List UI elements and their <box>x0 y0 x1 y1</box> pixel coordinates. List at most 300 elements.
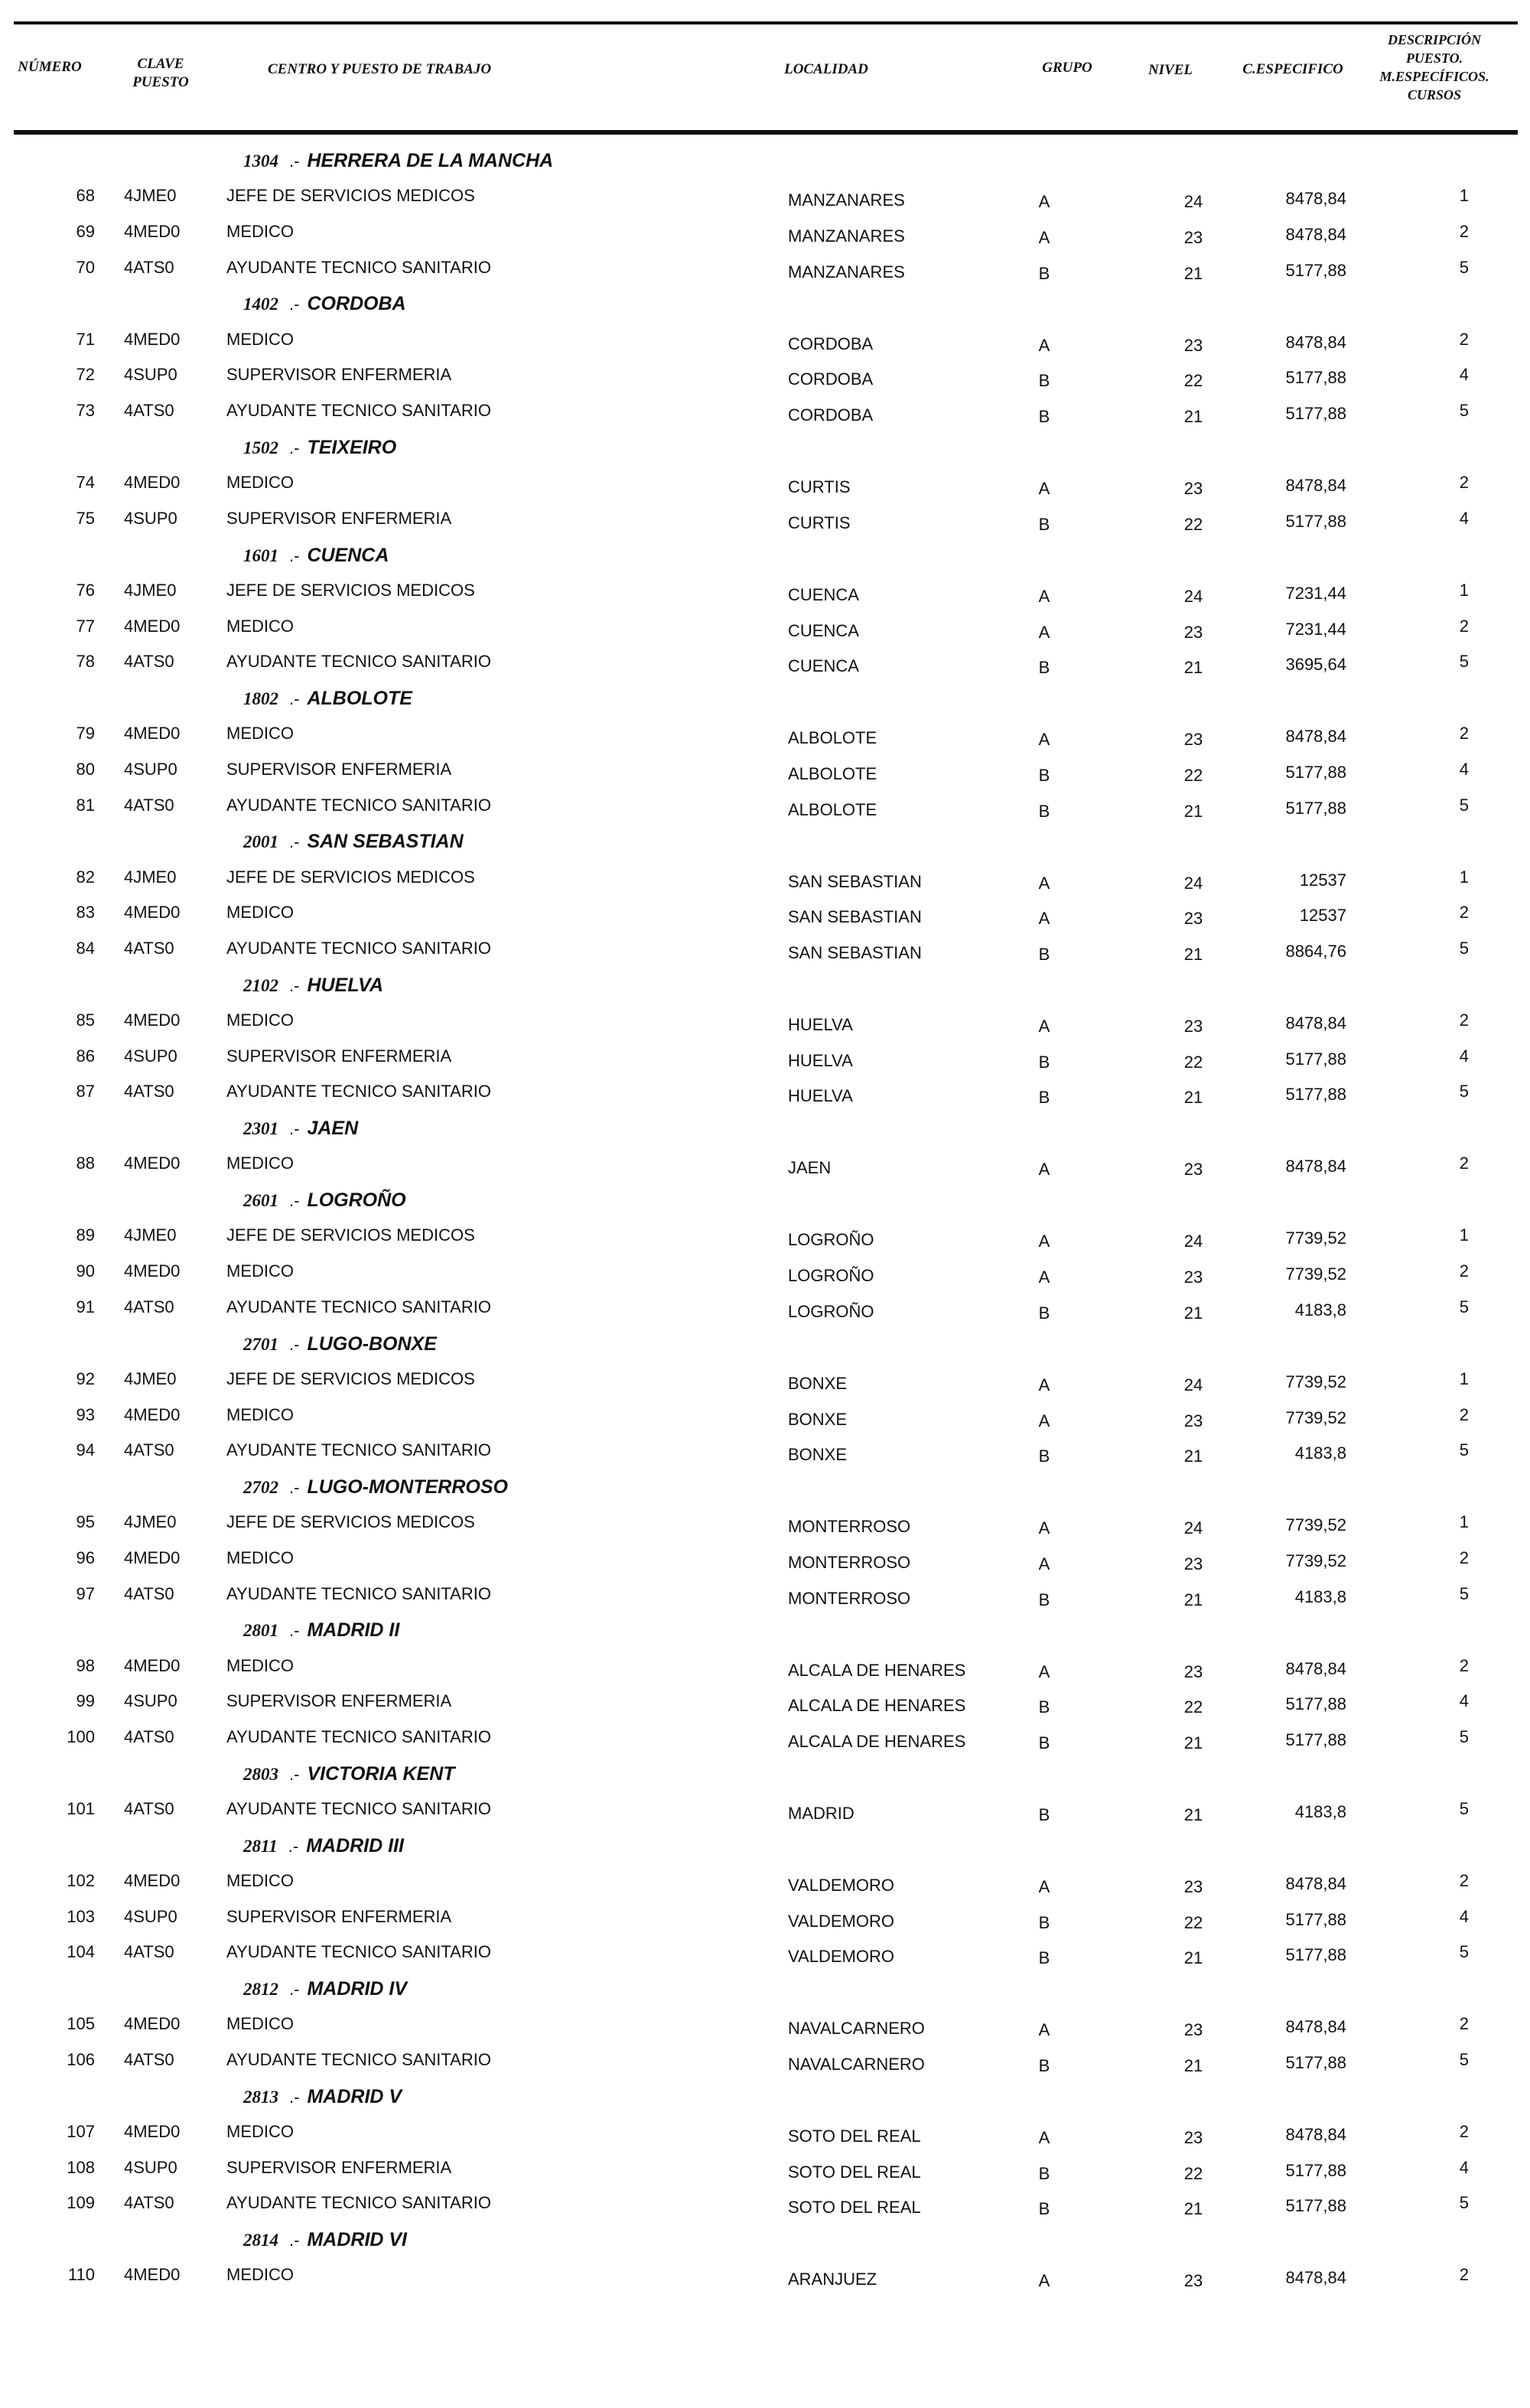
table-row <box>0 365 1530 400</box>
row-descripcion: 1 <box>1459 581 1469 600</box>
row-c-especifico: 5177,88 <box>1285 1945 1346 1964</box>
row-numero: 80 <box>76 760 95 779</box>
row-grupo: B <box>1038 802 1050 821</box>
row-localidad: MANZANARES <box>788 226 905 246</box>
row-clave: 4MED0 <box>124 1154 181 1173</box>
row-clave: 4MED0 <box>124 1871 181 1890</box>
row-numero: 108 <box>67 2158 95 2177</box>
row-c-especifico: 5177,88 <box>1285 261 1346 280</box>
row-grupo: A <box>1038 587 1050 606</box>
row-nivel: 21 <box>1183 1590 1203 1609</box>
row-puesto: JEFE DE SERVICIOS MEDICOS <box>226 581 475 600</box>
row-clave: 4ATS0 <box>124 1799 174 1818</box>
row-grupo: B <box>1038 1088 1050 1107</box>
row-puesto: SUPERVISOR ENFERMERIA <box>226 365 452 384</box>
row-numero: 93 <box>76 1405 95 1424</box>
row-c-especifico: 8864,76 <box>1285 942 1346 961</box>
row-numero: 102 <box>67 1871 95 1890</box>
row-descripcion: 1 <box>1459 1512 1469 1531</box>
row-numero: 97 <box>76 1584 95 1603</box>
table-row <box>0 760 1530 795</box>
row-numero: 69 <box>76 222 95 241</box>
row-descripcion: 5 <box>1459 258 1469 277</box>
row-puesto: AYUDANTE TECNICO SANITARIO <box>226 939 491 958</box>
center-separator: .- <box>289 976 300 995</box>
row-clave: 4SUP0 <box>124 2158 177 2177</box>
row-grupo: A <box>1038 874 1050 893</box>
row-numero: 78 <box>76 652 95 671</box>
row-puesto: JEFE DE SERVICIOS MEDICOS <box>226 186 475 205</box>
row-numero: 91 <box>76 1297 95 1316</box>
row-grupo: B <box>1038 264 1050 283</box>
row-descripcion: 5 <box>1459 652 1469 671</box>
row-nivel: 22 <box>1183 2164 1203 2183</box>
row-c-especifico: 7739,52 <box>1285 1408 1346 1427</box>
row-nivel: 24 <box>1183 1375 1203 1394</box>
row-puesto: AYUDANTE TECNICO SANITARIO <box>226 258 491 277</box>
row-nivel: 23 <box>1183 623 1203 642</box>
row-descripcion: 1 <box>1459 186 1469 205</box>
row-clave: 4ATS0 <box>124 652 174 671</box>
row-numero: 71 <box>76 330 95 349</box>
row-puesto: AYUDANTE TECNICO SANITARIO <box>226 652 491 671</box>
row-nivel: 23 <box>1183 1267 1203 1287</box>
row-c-especifico: 5177,88 <box>1285 404 1346 423</box>
row-nivel: 21 <box>1183 802 1203 821</box>
center-heading <box>243 2229 407 2260</box>
center-name: ALBOLOTE <box>307 688 412 709</box>
table-row <box>0 652 1530 687</box>
row-grupo: A <box>1038 336 1050 355</box>
row-nivel: 21 <box>1183 1303 1203 1323</box>
row-clave: 4ATS0 <box>124 2193 174 2212</box>
row-nivel: 22 <box>1183 1053 1203 1072</box>
row-numero: 100 <box>67 1727 95 1746</box>
center-separator: .- <box>289 1621 300 1640</box>
table-row <box>0 473 1530 508</box>
center-heading <box>243 1763 455 1794</box>
table-row <box>0 2122 1530 2157</box>
row-numero: 94 <box>76 1440 95 1459</box>
center-code: 2813 <box>243 2087 278 2107</box>
row-numero: 79 <box>76 724 95 743</box>
row-puesto: AYUDANTE TECNICO SANITARIO <box>226 2193 491 2212</box>
center-name: MADRID V <box>307 2086 402 2107</box>
table-row <box>0 509 1530 544</box>
table-row <box>0 724 1530 759</box>
table-row <box>0 1405 1530 1440</box>
center-code: 2702 <box>243 1478 278 1497</box>
table-row <box>0 939 1530 974</box>
row-numero: 85 <box>76 1010 95 1030</box>
row-numero: 77 <box>76 617 95 636</box>
center-code: 2812 <box>243 1980 278 1999</box>
center-separator: .- <box>289 438 300 457</box>
center-code: 2601 <box>243 1191 278 1210</box>
row-grupo: A <box>1038 192 1050 211</box>
row-clave: 4MED0 <box>124 222 181 241</box>
row-nivel: 23 <box>1183 2128 1203 2147</box>
row-puesto: MEDICO <box>226 2122 294 2141</box>
row-nivel: 22 <box>1183 515 1203 534</box>
row-puesto: AYUDANTE TECNICO SANITARIO <box>226 796 491 815</box>
row-clave: 4ATS0 <box>124 1297 174 1316</box>
row-descripcion: 2 <box>1459 473 1469 492</box>
row-puesto: AYUDANTE TECNICO SANITARIO <box>226 1799 491 1818</box>
row-puesto: AYUDANTE TECNICO SANITARIO <box>226 2050 491 2069</box>
row-grupo: B <box>1038 407 1050 426</box>
row-localidad: LOGROÑO <box>788 1302 874 1321</box>
row-localidad: ALCALA DE HENARES <box>788 1732 966 1751</box>
row-c-especifico: 5177,88 <box>1285 2053 1346 2072</box>
row-clave: 4SUP0 <box>124 1907 177 1926</box>
row-puesto: MEDICO <box>226 903 294 922</box>
row-numero: 110 <box>67 2265 95 2284</box>
row-descripcion: 5 <box>1459 1297 1469 1316</box>
row-descripcion: 4 <box>1459 365 1469 384</box>
row-descripcion: 2 <box>1459 1548 1469 1567</box>
row-grupo: A <box>1038 730 1050 749</box>
row-nivel: 21 <box>1183 1446 1203 1466</box>
row-numero: 89 <box>76 1225 95 1245</box>
row-nivel: 24 <box>1183 1232 1203 1251</box>
center-separator: .- <box>289 2087 300 2107</box>
row-nivel: 21 <box>1183 658 1203 677</box>
row-puesto: MEDICO <box>226 330 294 349</box>
row-descripcion: 2 <box>1459 1010 1469 1030</box>
row-clave: 4ATS0 <box>124 1727 174 1746</box>
row-grupo: B <box>1038 945 1050 964</box>
center-heading <box>243 1333 437 1364</box>
row-grupo: B <box>1038 1590 1050 1609</box>
row-clave: 4ATS0 <box>124 258 174 277</box>
row-numero: 73 <box>76 401 95 420</box>
row-nivel: 23 <box>1183 730 1203 749</box>
row-nivel: 24 <box>1183 587 1203 606</box>
header-numero: NÚMERO <box>18 59 82 75</box>
row-clave: 4SUP0 <box>124 509 177 528</box>
row-nivel: 23 <box>1183 1877 1203 1896</box>
row-c-especifico: 5177,88 <box>1285 1910 1346 1929</box>
row-localidad: HUELVA <box>788 1051 853 1070</box>
row-grupo: B <box>1038 1053 1050 1072</box>
row-puesto: MEDICO <box>226 473 294 492</box>
row-descripcion: 2 <box>1459 2014 1469 2033</box>
row-c-especifico: 8478,84 <box>1285 1157 1346 1176</box>
row-c-especifico: 5177,88 <box>1285 799 1346 818</box>
row-descripcion: 5 <box>1459 1942 1469 1961</box>
row-clave: 4MED0 <box>124 330 181 349</box>
center-heading <box>243 1619 399 1650</box>
center-code: 1304 <box>243 151 278 171</box>
row-nivel: 21 <box>1183 2199 1203 2218</box>
row-numero: 103 <box>67 1907 95 1926</box>
row-numero: 81 <box>76 796 95 815</box>
table-row <box>0 1082 1530 1117</box>
row-localidad: ARANJUEZ <box>788 2270 877 2289</box>
row-descripcion: 4 <box>1459 1691 1469 1710</box>
row-c-especifico: 4183,8 <box>1294 1802 1346 1821</box>
row-nivel: 22 <box>1183 371 1203 390</box>
row-descripcion: 4 <box>1459 1907 1469 1926</box>
row-puesto: MEDICO <box>226 2265 294 2284</box>
center-name: CUENCA <box>307 545 389 566</box>
row-clave: 4JME0 <box>124 1225 177 1245</box>
row-c-especifico: 5177,88 <box>1285 1730 1346 1749</box>
row-localidad: MADRID <box>788 1804 855 1823</box>
row-puesto: AYUDANTE TECNICO SANITARIO <box>226 401 491 420</box>
row-puesto: MEDICO <box>226 1154 294 1173</box>
row-puesto: AYUDANTE TECNICO SANITARIO <box>226 1440 491 1459</box>
row-puesto: AYUDANTE TECNICO SANITARIO <box>226 1942 491 1961</box>
row-c-especifico: 7739,52 <box>1285 1551 1346 1570</box>
row-clave: 4ATS0 <box>124 1584 174 1603</box>
row-clave: 4MED0 <box>124 1405 181 1424</box>
row-numero: 105 <box>67 2014 95 2033</box>
row-nivel: 21 <box>1183 1733 1203 1752</box>
row-puesto: JEFE DE SERVICIOS MEDICOS <box>226 867 475 887</box>
center-separator: .- <box>289 1119 300 1138</box>
center-separator: .- <box>289 1765 300 1784</box>
center-name: CORDOBA <box>307 293 406 314</box>
row-puesto: MEDICO <box>226 1871 294 1890</box>
row-descripcion: 5 <box>1459 796 1469 815</box>
table-row <box>0 1297 1530 1333</box>
header-clave-puesto: CLAVE PUESTO <box>132 56 189 90</box>
row-localidad: SOTO DEL REAL <box>788 2198 921 2217</box>
row-numero: 92 <box>76 1369 95 1388</box>
row-grupo: B <box>1038 766 1050 785</box>
row-localidad: LOGROÑO <box>788 1266 874 1285</box>
center-name: LUGO-MONTERROSO <box>307 1476 508 1498</box>
row-clave: 4ATS0 <box>124 401 174 420</box>
row-grupo: A <box>1038 2128 1050 2147</box>
row-puesto: MEDICO <box>226 617 294 636</box>
row-localidad: CORDOBA <box>788 405 874 425</box>
row-nivel: 22 <box>1183 1913 1203 1932</box>
row-nivel: 22 <box>1183 1697 1203 1717</box>
center-name: MADRID III <box>306 1835 404 1856</box>
center-heading <box>243 437 396 467</box>
row-grupo: A <box>1038 623 1050 642</box>
table-row <box>0 1656 1530 1691</box>
center-separator: .- <box>289 2231 300 2250</box>
row-localidad: ALCALA DE HENARES <box>788 1696 966 1715</box>
center-name: SAN SEBASTIAN <box>307 831 464 852</box>
row-clave: 4MED0 <box>124 1010 181 1030</box>
row-localidad: CURTIS <box>788 513 851 532</box>
row-localidad: SAN SEBASTIAN <box>788 943 922 962</box>
center-heading <box>243 1978 407 2009</box>
center-heading <box>243 1476 508 1507</box>
row-descripcion: 2 <box>1459 1405 1469 1424</box>
row-puesto: MEDICO <box>226 1656 294 1675</box>
row-c-especifico: 8478,84 <box>1285 2017 1346 2036</box>
center-separator: .- <box>288 1837 299 1856</box>
row-c-especifico: 4183,8 <box>1294 1300 1346 1320</box>
center-heading <box>243 831 464 861</box>
table-row <box>0 1225 1530 1261</box>
row-clave: 4ATS0 <box>124 1440 174 1459</box>
row-c-especifico: 3695,64 <box>1285 655 1346 674</box>
row-grupo: B <box>1038 658 1050 677</box>
row-clave: 4MED0 <box>124 617 181 636</box>
center-name: MADRID II <box>307 1619 400 1641</box>
row-descripcion: 5 <box>1459 2050 1469 2069</box>
row-clave: 4ATS0 <box>124 1082 174 1101</box>
row-nivel: 23 <box>1183 1160 1203 1179</box>
center-code: 1402 <box>243 294 278 314</box>
row-grupo: A <box>1038 479 1050 498</box>
row-clave: 4SUP0 <box>124 1046 177 1066</box>
row-c-especifico: 8478,84 <box>1285 476 1346 495</box>
row-c-especifico: 8478,84 <box>1285 2125 1346 2144</box>
row-localidad: CORDOBA <box>788 369 874 389</box>
center-separator: .- <box>289 689 300 708</box>
row-clave: 4MED0 <box>124 1656 181 1675</box>
table-row <box>0 1440 1530 1476</box>
row-localidad: HUELVA <box>788 1015 853 1034</box>
row-nivel: 23 <box>1183 1554 1203 1573</box>
center-heading <box>243 688 412 718</box>
table-row <box>0 1548 1530 1583</box>
row-descripcion: 5 <box>1459 1799 1469 1818</box>
table-row <box>0 2193 1530 2228</box>
row-c-especifico: 8478,84 <box>1285 333 1346 352</box>
row-puesto: JEFE DE SERVICIOS MEDICOS <box>226 1369 475 1388</box>
row-clave: 4JME0 <box>124 867 177 887</box>
row-localidad: VALDEMORO <box>788 1876 894 1895</box>
row-nivel: 23 <box>1183 2020 1203 2039</box>
row-nivel: 23 <box>1183 909 1203 928</box>
row-numero: 74 <box>76 473 95 492</box>
row-localidad: CUENCA <box>788 656 859 675</box>
row-localidad: ALCALA DE HENARES <box>788 1661 966 1680</box>
row-localidad: MANZANARES <box>788 262 905 281</box>
header-c-especifico: C.ESPECIFICO <box>1242 61 1343 77</box>
center-code: 1601 <box>243 546 278 565</box>
row-descripcion: 1 <box>1459 867 1469 887</box>
row-nivel: 23 <box>1183 1411 1203 1430</box>
row-clave: 4MED0 <box>124 2014 181 2033</box>
row-descripcion: 4 <box>1459 760 1469 779</box>
row-grupo: A <box>1038 1662 1050 1681</box>
row-localidad: CORDOBA <box>788 334 874 353</box>
row-c-especifico: 7231,44 <box>1285 620 1346 639</box>
row-nivel: 21 <box>1183 1805 1203 1824</box>
row-grupo: A <box>1038 1411 1050 1430</box>
row-c-especifico: 5177,88 <box>1285 1085 1346 1104</box>
row-grupo: A <box>1038 2271 1050 2290</box>
row-puesto: MEDICO <box>226 1548 294 1567</box>
row-c-especifico: 12537 <box>1299 906 1346 925</box>
row-puesto: MEDICO <box>226 222 294 241</box>
row-localidad: JAEN <box>788 1158 832 1177</box>
center-name: LOGROÑO <box>307 1189 406 1211</box>
row-clave: 4SUP0 <box>124 760 177 779</box>
row-clave: 4ATS0 <box>124 939 174 958</box>
row-grupo: A <box>1038 909 1050 928</box>
table-row <box>0 1154 1530 1189</box>
row-localidad: VALDEMORO <box>788 1912 894 1931</box>
row-c-especifico: 8478,84 <box>1285 225 1346 244</box>
row-c-especifico: 5177,88 <box>1285 2196 1346 2215</box>
row-descripcion: 4 <box>1459 509 1469 528</box>
row-descripcion: 5 <box>1459 1082 1469 1101</box>
row-c-especifico: 7739,52 <box>1285 1264 1346 1284</box>
row-numero: 76 <box>76 581 95 600</box>
table-row <box>0 581 1530 616</box>
row-descripcion: 2 <box>1459 222 1469 241</box>
row-nivel: 21 <box>1183 264 1203 283</box>
row-localidad: SOTO DEL REAL <box>788 2127 921 2146</box>
row-localidad: LOGROÑO <box>788 1230 874 1249</box>
table-row <box>0 1046 1530 1082</box>
row-clave: 4MED0 <box>124 724 181 743</box>
row-c-especifico: 5177,88 <box>1285 1049 1346 1069</box>
row-numero: 72 <box>76 365 95 384</box>
table-row <box>0 330 1530 365</box>
row-localidad: ALBOLOTE <box>788 800 877 819</box>
row-numero: 96 <box>76 1548 95 1567</box>
center-separator: .- <box>289 1335 300 1354</box>
row-puesto: SUPERVISOR ENFERMERIA <box>226 1691 452 1710</box>
table-row <box>0 2158 1530 2193</box>
row-descripcion: 2 <box>1459 1154 1469 1173</box>
row-puesto: JEFE DE SERVICIOS MEDICOS <box>226 1225 475 1245</box>
row-grupo: A <box>1038 1232 1050 1251</box>
row-grupo: B <box>1038 2199 1050 2218</box>
center-separator: .- <box>289 1478 300 1497</box>
row-grupo: A <box>1038 1375 1050 1394</box>
row-clave: 4MED0 <box>124 1548 181 1567</box>
center-name: MADRID IV <box>307 1978 408 2000</box>
row-grupo: B <box>1038 1446 1050 1466</box>
table-row <box>0 1907 1530 1942</box>
row-c-especifico: 5177,88 <box>1285 368 1346 387</box>
row-puesto: SUPERVISOR ENFERMERIA <box>226 2158 452 2177</box>
center-separator: .- <box>289 1191 300 1210</box>
center-code: 2801 <box>243 1621 278 1640</box>
row-descripcion: 2 <box>1459 724 1469 743</box>
row-nivel: 21 <box>1183 1088 1203 1107</box>
row-grupo: A <box>1038 1877 1050 1896</box>
row-c-especifico: 8478,84 <box>1285 1874 1346 1893</box>
row-c-especifico: 8478,84 <box>1285 189 1346 208</box>
row-grupo: B <box>1038 2056 1050 2075</box>
row-descripcion: 2 <box>1459 1656 1469 1675</box>
center-heading <box>243 545 389 575</box>
table-row <box>0 2050 1530 2085</box>
row-descripcion: 2 <box>1459 2265 1469 2284</box>
row-grupo: A <box>1038 1518 1050 1538</box>
row-descripcion: 5 <box>1459 1727 1469 1746</box>
row-descripcion: 2 <box>1459 330 1469 349</box>
row-grupo: A <box>1038 228 1050 247</box>
row-c-especifico: 4183,8 <box>1294 1443 1346 1463</box>
row-numero: 88 <box>76 1154 95 1173</box>
center-heading <box>243 1835 404 1866</box>
center-separator: .- <box>289 832 300 851</box>
row-puesto: JEFE DE SERVICIOS MEDICOS <box>226 1512 475 1531</box>
table-row <box>0 903 1530 938</box>
row-grupo: A <box>1038 1160 1050 1179</box>
row-nivel: 24 <box>1183 1518 1203 1538</box>
row-nivel: 21 <box>1183 1948 1203 1967</box>
row-clave: 4MED0 <box>124 1261 181 1280</box>
row-localidad: SOTO DEL REAL <box>788 2162 921 2182</box>
row-clave: 4ATS0 <box>124 2050 174 2069</box>
